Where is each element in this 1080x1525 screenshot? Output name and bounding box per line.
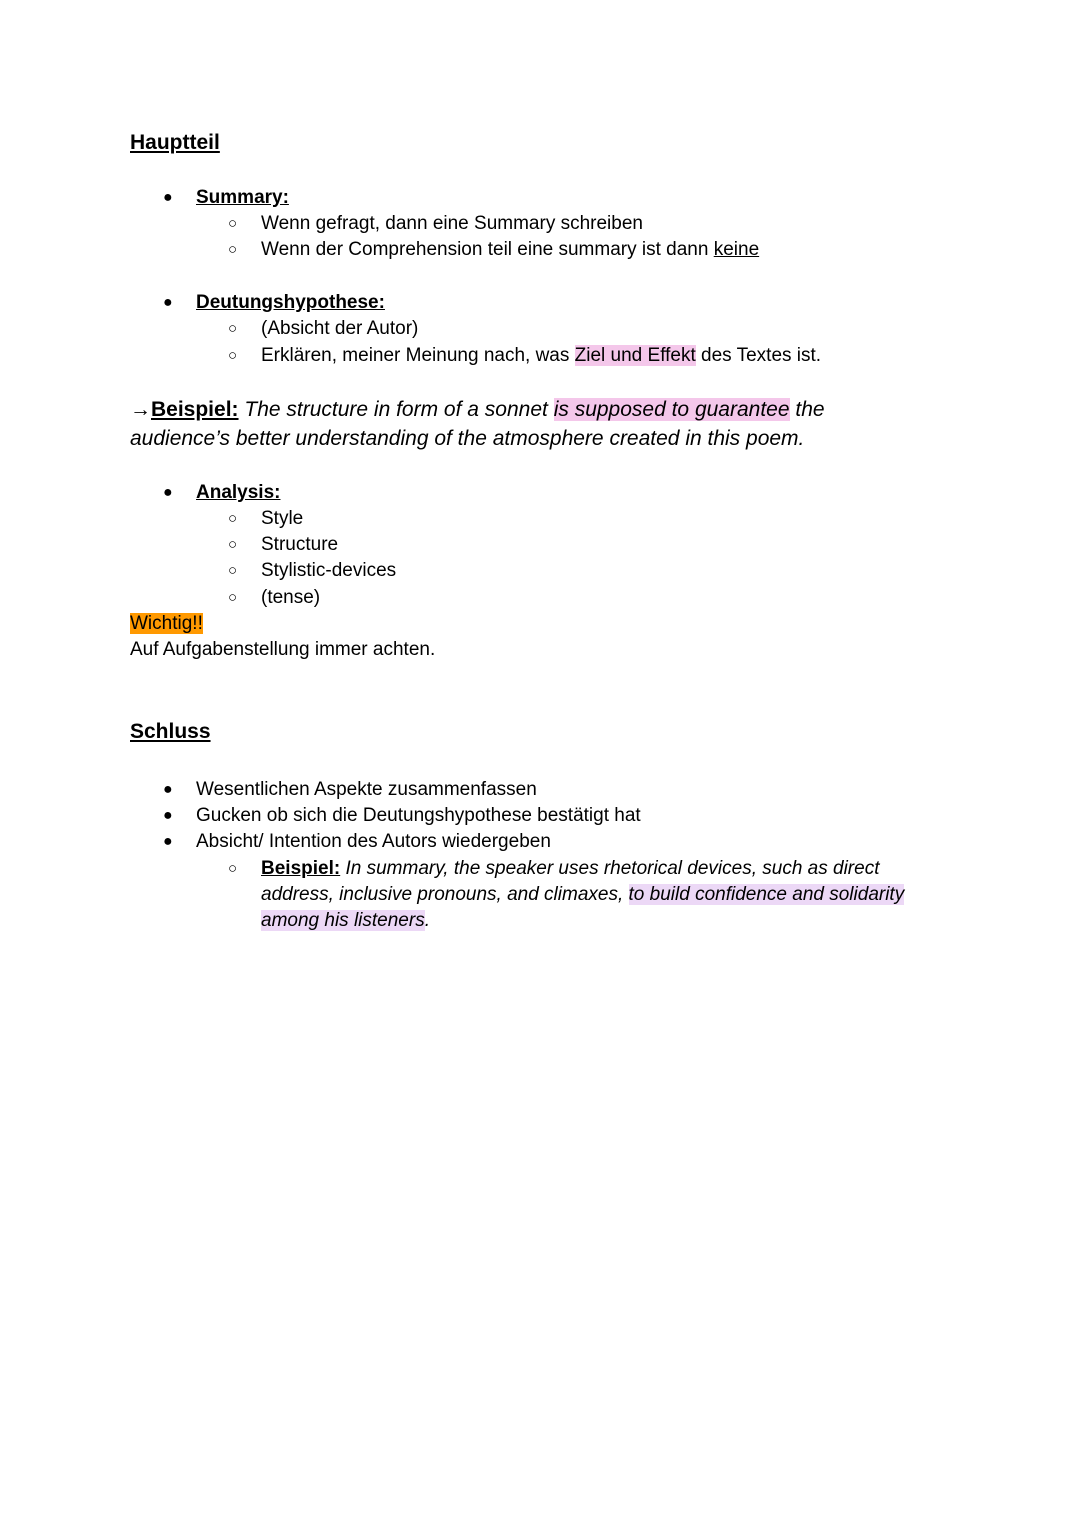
sub-bullet-circle: ○ — [228, 589, 238, 606]
example-line-2: audience’s better understanding of the atmosphere created in this poem. — [130, 427, 805, 450]
sub-bullet-circle: ○ — [228, 215, 238, 232]
important-badge: Wichtig!! — [130, 613, 203, 634]
example-label: Beispiel: — [261, 858, 341, 879]
bullet-dot: ● — [163, 294, 173, 311]
section-heading-schluss: Schluss — [130, 720, 211, 743]
bullet-dot: ● — [163, 833, 173, 850]
conclusion-item: Wesentlichen Aspekte zusammenfassen — [196, 779, 537, 800]
arrow-icon: → — [130, 398, 151, 421]
highlight-ziel-effekt: Ziel und Effekt — [574, 345, 696, 366]
conclusion-item: Gucken ob sich die Deutungshypothese bestätigt hat — [196, 805, 641, 826]
bullet-dot: ● — [163, 189, 173, 206]
section-heading-hauptteil: Hauptteil — [130, 131, 220, 154]
important-text: Auf Aufgabenstellung immer achten. — [130, 639, 436, 660]
conclusion-example-line-1: Beispiel: In summary, the speaker uses rhetorical devices, such as direct — [261, 858, 880, 879]
conclusion-example-line-3: among his listeners. — [261, 910, 430, 931]
important-note — [130, 611, 203, 637]
sub-bullet-circle: ○ — [228, 241, 238, 258]
sub-bullet-circle: ○ — [228, 320, 238, 337]
bullet-dot: ● — [163, 807, 173, 824]
underlined-word: keine — [713, 239, 760, 260]
sub-bullet-circle: ○ — [228, 536, 238, 553]
bullet-dot: ● — [163, 781, 173, 798]
bullet-dot: ● — [163, 484, 173, 501]
analysis-item: Stylistic-devices — [261, 560, 397, 581]
highlight-supposed: is supposed to guarantee — [553, 398, 790, 421]
deutungshypothese-label: Deutungshypothese: — [196, 292, 385, 313]
deutung-item-2: Erklären, meiner Meinung nach, was Ziel und Effekt des Textes ist. — [261, 345, 822, 366]
sub-bullet-circle: ○ — [228, 562, 238, 579]
deutung-item-1: (Absicht der Autor) — [261, 318, 419, 339]
analysis-item: (tense) — [261, 587, 321, 608]
conclusion-item: Absicht/ Intention des Autors wiedergeben — [196, 831, 551, 852]
sub-bullet-circle: ○ — [228, 860, 238, 877]
sub-bullet-circle: ○ — [228, 347, 238, 364]
highlight-confidence: to build confidence and solidarity — [628, 884, 905, 905]
sub-bullet-circle: ○ — [228, 510, 238, 527]
conclusion-example-line-2: address, inclusive pronouns, and climaxes, to build confidence and solidarity — [261, 884, 905, 905]
analysis-item: Structure — [261, 534, 339, 555]
summary-item-2: Wenn der Comprehension teil eine summary ist dann keine — [261, 239, 760, 260]
analysis-label: Analysis: — [196, 482, 281, 503]
summary-label: Summary: — [196, 187, 289, 208]
example-line-1: →Beispiel: The structure in form of a sonnet is supposed to guarantee the — [130, 398, 825, 421]
example-label: Beispiel: — [151, 398, 239, 421]
highlight-listeners: among his listeners — [261, 910, 425, 931]
analysis-item: Style — [261, 508, 304, 529]
summary-item-1: Wenn gefragt, dann eine Summary schreiben — [261, 213, 643, 234]
